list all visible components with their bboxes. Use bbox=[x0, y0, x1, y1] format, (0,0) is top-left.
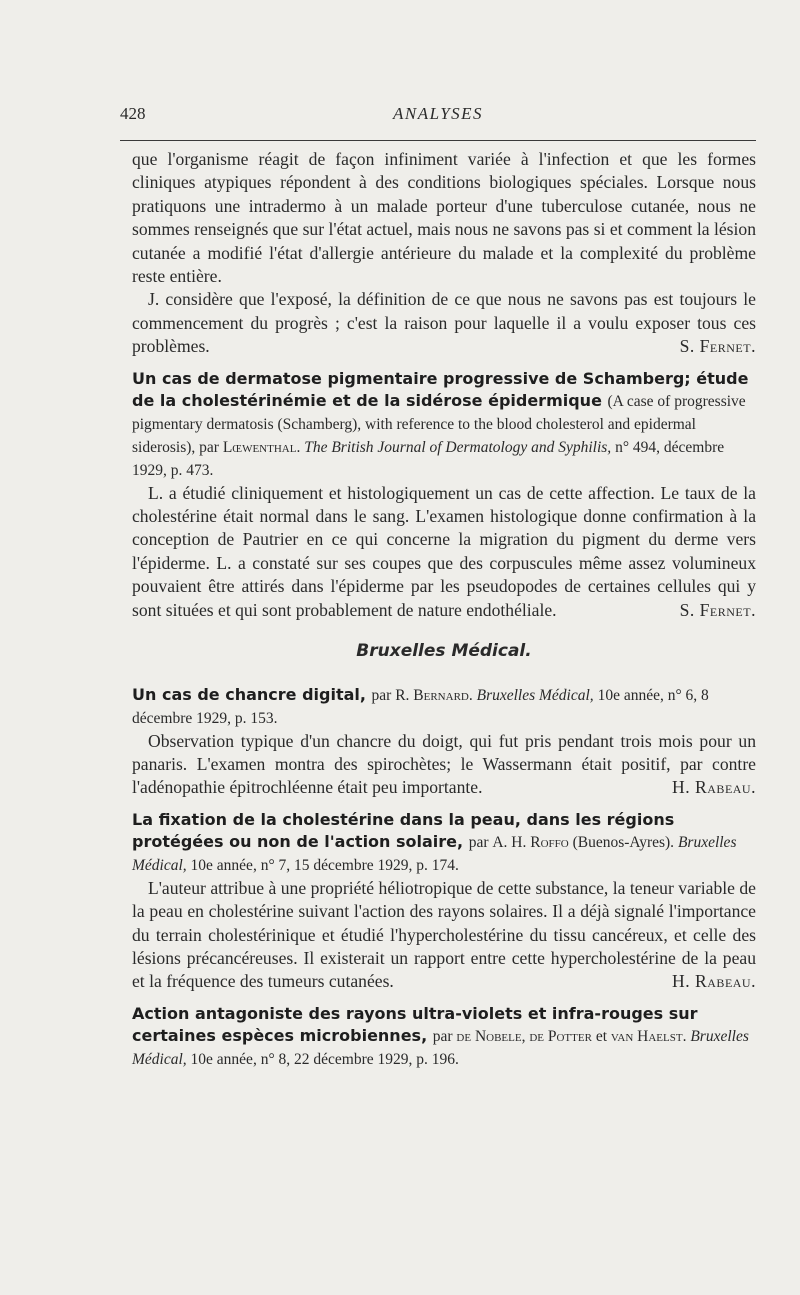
entry-title-text: Un cas de dermatose pigmentaire progressive de Schamberg; étude de la cholestérinémie et de la sidérose épidermique bbox=[132, 368, 749, 410]
ref-text: par bbox=[371, 686, 396, 704]
signature: H. Rabeau. bbox=[672, 971, 756, 992]
page-header bbox=[120, 104, 756, 134]
continuation-paragraph-2 bbox=[132, 288, 756, 358]
ref-details: 10e année, n° 6, 8 décembre 1929, p. 153. bbox=[132, 686, 709, 727]
page-number: 428 bbox=[120, 104, 146, 123]
signature: S. Fernet. bbox=[679, 599, 756, 620]
journal-name: Bruxelles Médical, bbox=[132, 833, 737, 874]
entry-title bbox=[132, 368, 756, 482]
ref-details: 10e année, n° 7, 15 décembre 1929, p. 174. bbox=[190, 856, 459, 874]
section-heading: Bruxelles Médical. bbox=[356, 641, 532, 662]
author-name: Lœwenthal. bbox=[222, 438, 301, 456]
entry-title bbox=[132, 1003, 756, 1071]
author-name: de Nobele, de Potter bbox=[456, 1027, 592, 1045]
entry-body bbox=[132, 730, 756, 800]
continuation-text: J. considère que l'exposé, la définition de ce que nous ne savons pas est toujours le commencement du progrès ; c'est la raison pour laquelle il a voulu exposer tous ces problèmes. bbox=[132, 289, 756, 357]
continuation-paragraph: que l'organisme réagit de façon infiniment variée à l'infection et que les formes cliniques atypiques répondent à des conditions biologiques spéciales. Lorsque nous pratiquons une intradermo à un malade porteur d'une tuberculose cutanée, nous ne sommes renseignés que sur l'état actuel, mais nous ne savons pas si et comment la lésion cutanée a modifié l'état d'allergie antérieure du malade et la complexité du problème reste entière. bbox=[132, 149, 756, 287]
entry-body-text: Observation typique d'un chancre du doigt, qui fut pris pendant trois mois pour un panaris. L'examen montra des spirochètes; le Wassermann était positif, par contre l'adénopathie épitrochléenne était peu importante. bbox=[132, 730, 756, 798]
signature: S. Fernet. bbox=[679, 336, 756, 357]
ref-details: 10e année, n° 8, 22 décembre 1929, p. 196. bbox=[190, 1050, 459, 1068]
entry-title-text: La fixation de la cholestérine dans la peau, dans les régions protégées ou non de l'action solaire, bbox=[132, 809, 675, 851]
header-rule bbox=[120, 140, 756, 141]
entry-body-text: L. a étudié cliniquement et histologiquement un cas de cette affection. Le taux de la cholestérine était normal dans le sang. L'examen histologique donne confirmation à la conception de Pautrier en ce qui concerne la migration du pigment du derme vers l'épiderme. L. a constaté sur ses coupes que des corpuscules même assez volumineux pouvaient être attirés dans l'épiderme par les pseudopodes de certaines cellules qui y sont situées et qui sont probablement de nature endothéliale. bbox=[132, 482, 756, 620]
entry-title bbox=[132, 809, 756, 877]
author-name: van Haelst. bbox=[610, 1027, 687, 1045]
page-content bbox=[132, 148, 756, 1071]
journal-name: Bruxelles Médical, bbox=[476, 686, 594, 704]
ref-text: (Buenos-Ayres). bbox=[572, 833, 675, 851]
journal-name: The British Journal of Dermatology and Syphilis, bbox=[304, 438, 612, 456]
ref-details: n° 494, décembre 1929, p. 473. bbox=[132, 438, 725, 479]
author-name: A. H. Roffo bbox=[492, 833, 569, 851]
author-name: R. Bernard. bbox=[395, 686, 473, 704]
journal-name: Bruxelles Médical, bbox=[132, 1027, 749, 1068]
signature: H. Rabeau. bbox=[672, 777, 756, 798]
entry-title bbox=[132, 684, 756, 730]
entry-title-text: Un cas de chancre digital, bbox=[132, 684, 366, 704]
running-head: ANALYSES bbox=[392, 104, 484, 123]
ref-text: par bbox=[432, 1027, 457, 1045]
ref-text: (A case of progressive pigmentary dermatosis (Schamberg), with reference to the blood cholesterol and epidermal siderosis), par bbox=[132, 392, 746, 456]
ref-text: et bbox=[595, 1027, 607, 1045]
entry-title-text: Action antagoniste des rayons ultra-violets et infra-rouges sur certaines espèces microbiennes, bbox=[132, 1003, 698, 1045]
entry-body bbox=[132, 482, 756, 622]
entry-body bbox=[132, 877, 756, 994]
entry-body-text: L'auteur attribue à une propriété héliotropique de cette substance, la teneur variable de la peau en cholestérine suivant l'action des rayons solaires. Il a déjà signalé l'importance du terrain cholestérinique et étudié l'hypercholestérine du tissu cancéreux, et celle des lésions précancéreuses. Il existerait un rapport entre cette hypercholestérine de la peau et la fréquence des tumeurs cutanées. bbox=[132, 877, 756, 992]
ref-text: par bbox=[468, 833, 493, 851]
